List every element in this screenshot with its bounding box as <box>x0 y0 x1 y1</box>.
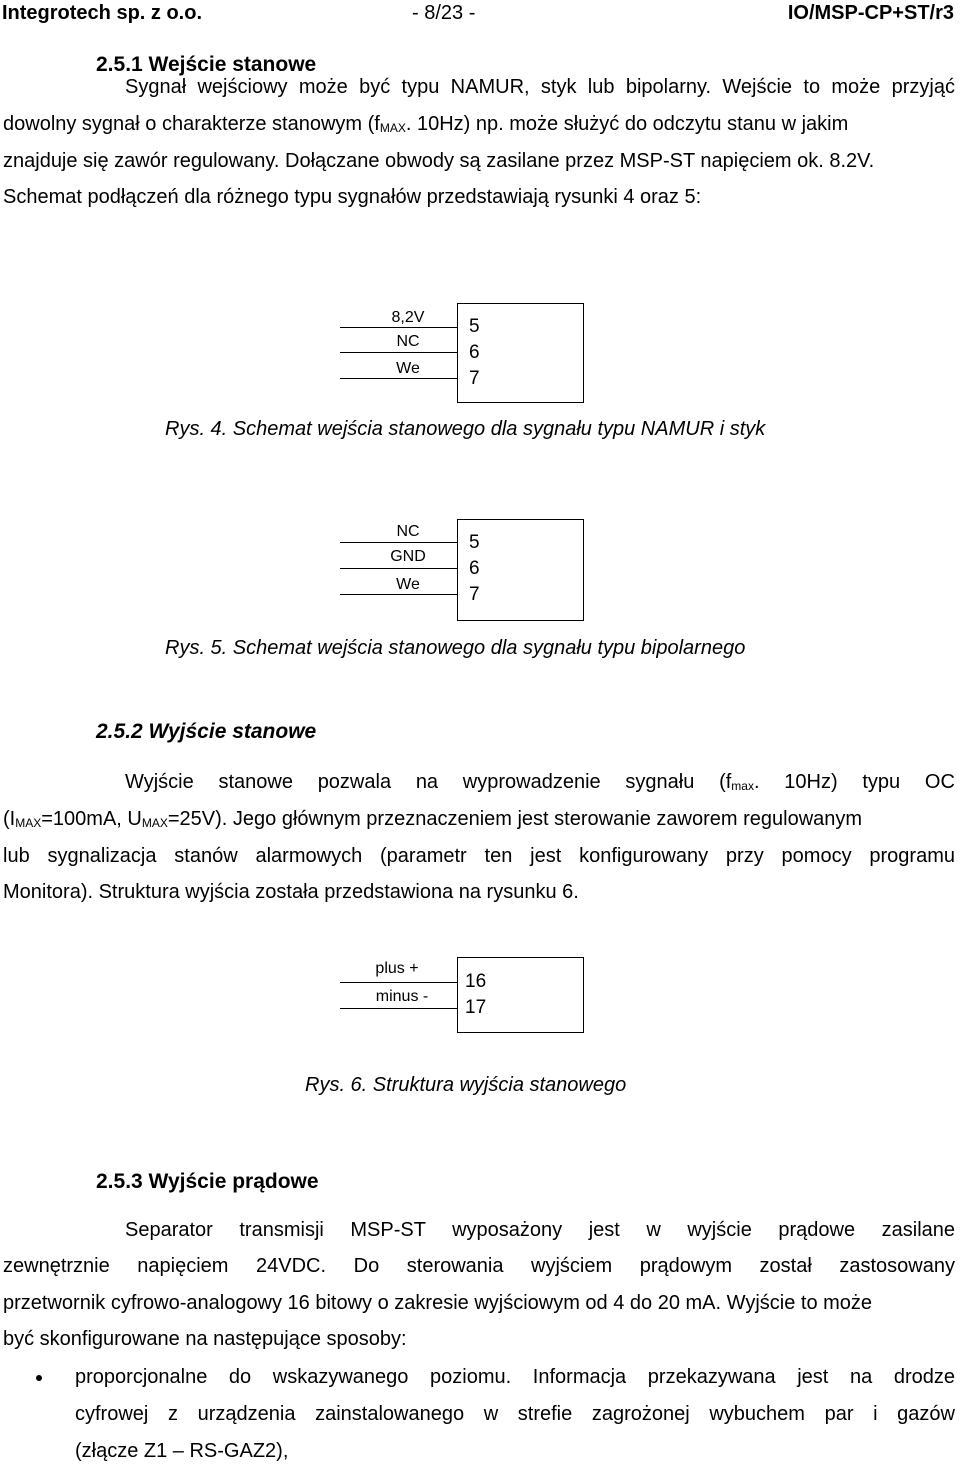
s253-line-4: być skonfigurowane na następujące sposoby: <box>3 1328 407 1350</box>
fig4-wire-1 <box>340 327 457 328</box>
s253-line-2: zewnętrznie napięciem 24VDC. Do sterowania wyjściem prądowym został zastosowany <box>3 1255 955 1277</box>
s251-l2a: dowolny sygnał o charakterze stanowym (f <box>3 113 380 135</box>
fig6-wire-1 <box>340 982 457 983</box>
s252-l1-w2: stanowe <box>218 771 293 793</box>
s253-line-1: Separator transmisji MSP-ST wyposażony jest w wyjście prądowe zasilane <box>125 1219 955 1241</box>
s252-l1-w9: typu <box>862 771 901 793</box>
s252-line-2 <box>3 808 862 831</box>
fig5-caption: Rys. 5. Schemat wejścia stanowego dla sygnału typu bipolarnego <box>165 637 746 659</box>
s252-l2sub1: MAX <box>15 816 42 830</box>
bullet-1-line-3: (złącze Z1 – RS-GAZ2), <box>75 1440 289 1462</box>
fig5-pin-2: 6 <box>469 558 480 579</box>
section-2-5-1-title: 2.5.1 Wejście stanowe <box>96 53 317 76</box>
header-page-number: - 8/23 - <box>412 2 476 24</box>
s252-line-3: lub sygnalizacja stanów alarmowych (parametr ten jest konfigurowany przy pomocy programu <box>3 845 955 867</box>
s251-line-1: Sygnał wejściowy może być typu NAMUR, styk lub bipolarny. Wejście to może przyjąć <box>125 76 955 98</box>
s251-line-2 <box>3 113 955 136</box>
fig6-pin-1: 16 <box>465 971 487 992</box>
bullet-1-line-1: proporcjonalne do wskazywanego poziomu. Informacja przekazywana jest na drodze <box>75 1366 955 1388</box>
fig5-label-2: GND <box>390 548 426 565</box>
s252-l1-w1: Wyjście <box>125 771 194 793</box>
fig6-label-2: minus - <box>375 988 429 1005</box>
s251-line-4: Schemat podłączeń dla różnego typu sygnałów przedstawiają rysunki 4 oraz 5: <box>3 186 702 208</box>
section-2-5-3-title: 2.5.3 Wyjście prądowe <box>96 1170 319 1193</box>
s252-line-1 <box>125 771 955 794</box>
s252-l1-w3: pozwala <box>317 771 392 793</box>
s252-l1-w8: 10Hz) <box>784 771 838 793</box>
fig6-pin-2: 17 <box>465 997 487 1018</box>
fig4-pin-1: 5 <box>469 316 480 337</box>
s252-l1sub: max <box>731 779 754 793</box>
s252-l2c: =25V). Jego głównym przeznaczeniem jest sterowanie zaworem regulowanym <box>167 808 863 830</box>
s253-line-3: przetwornik cyfrowo-analogowy 16 bitowy o zakresie wyjściowym od 4 do 20 mA. Wyjście to może <box>3 1292 873 1314</box>
fig5-label-1: NC <box>396 523 420 540</box>
fig4-label-2: NC <box>396 333 420 350</box>
fig4-label-1: 8,2V <box>391 309 425 326</box>
s252-l1-w4: na <box>415 771 439 793</box>
fig4-label-3: We <box>396 360 420 377</box>
fig5-wire-3 <box>340 594 457 595</box>
fig4-pin-3: 7 <box>469 368 480 389</box>
fig5-pin-1: 5 <box>469 532 480 553</box>
fig6-label-1: plus + <box>375 960 419 977</box>
header-doc-id: IO/MSP-CP+ST/r3 <box>787 2 954 24</box>
header-company: Integrotech sp. z o.o. <box>2 2 203 24</box>
fig5-pin-3: 7 <box>469 584 480 605</box>
fig6-wire-2 <box>340 1008 457 1009</box>
s252-l1-w6: sygnału <box>625 771 695 793</box>
fig6-terminal-box <box>457 957 584 1033</box>
s252-l1-w5: wyprowadzenie <box>462 771 601 793</box>
s252-l1-w7: ($f_{max}$. <box>719 771 760 793</box>
fig5-wire-1 <box>340 542 457 543</box>
fig4-wire-2 <box>340 352 457 353</box>
bullet-1-line-2: cyfrowej z urządzenia zainstalowanego w strefie zagrożonej wybuchem par i gazów <box>75 1403 955 1425</box>
fig4-pin-2: 6 <box>469 342 480 363</box>
fig5-label-3: We <box>396 576 420 593</box>
fig6-caption: Rys. 6. Struktura wyjścia stanowego <box>305 1074 627 1096</box>
s252-l2b: =100mA, U <box>41 808 142 830</box>
s251-line-2-text <box>3 113 848 136</box>
s252-line-4: Monitora). Struktura wyjścia została przedstawiona na rysunku 6. <box>3 881 579 903</box>
s251-l2b: . 10Hz) np. może służyć do odczytu stanu w jakim <box>405 113 849 135</box>
s252-l1-w10: OC <box>924 771 955 793</box>
bullet-point <box>36 1375 42 1381</box>
fig4-caption: Rys. 4. Schemat wejścia stanowego dla sygnału typu NAMUR i styk <box>165 418 766 440</box>
fig4-wire-3 <box>340 378 457 379</box>
s251-line-3: znajduje się zawór regulowany. Dołączane obwody są zasilane przez MSP-ST napięciem ok. 8.2V. <box>3 150 875 172</box>
s251-l2sub: MAX <box>379 121 406 135</box>
fig5-wire-2 <box>340 568 457 569</box>
section-2-5-2-title: 2.5.2 Wyjście stanowe <box>96 720 317 743</box>
s252-l2a: (I <box>3 808 16 830</box>
s252-l2sub2: MAX <box>141 816 168 830</box>
